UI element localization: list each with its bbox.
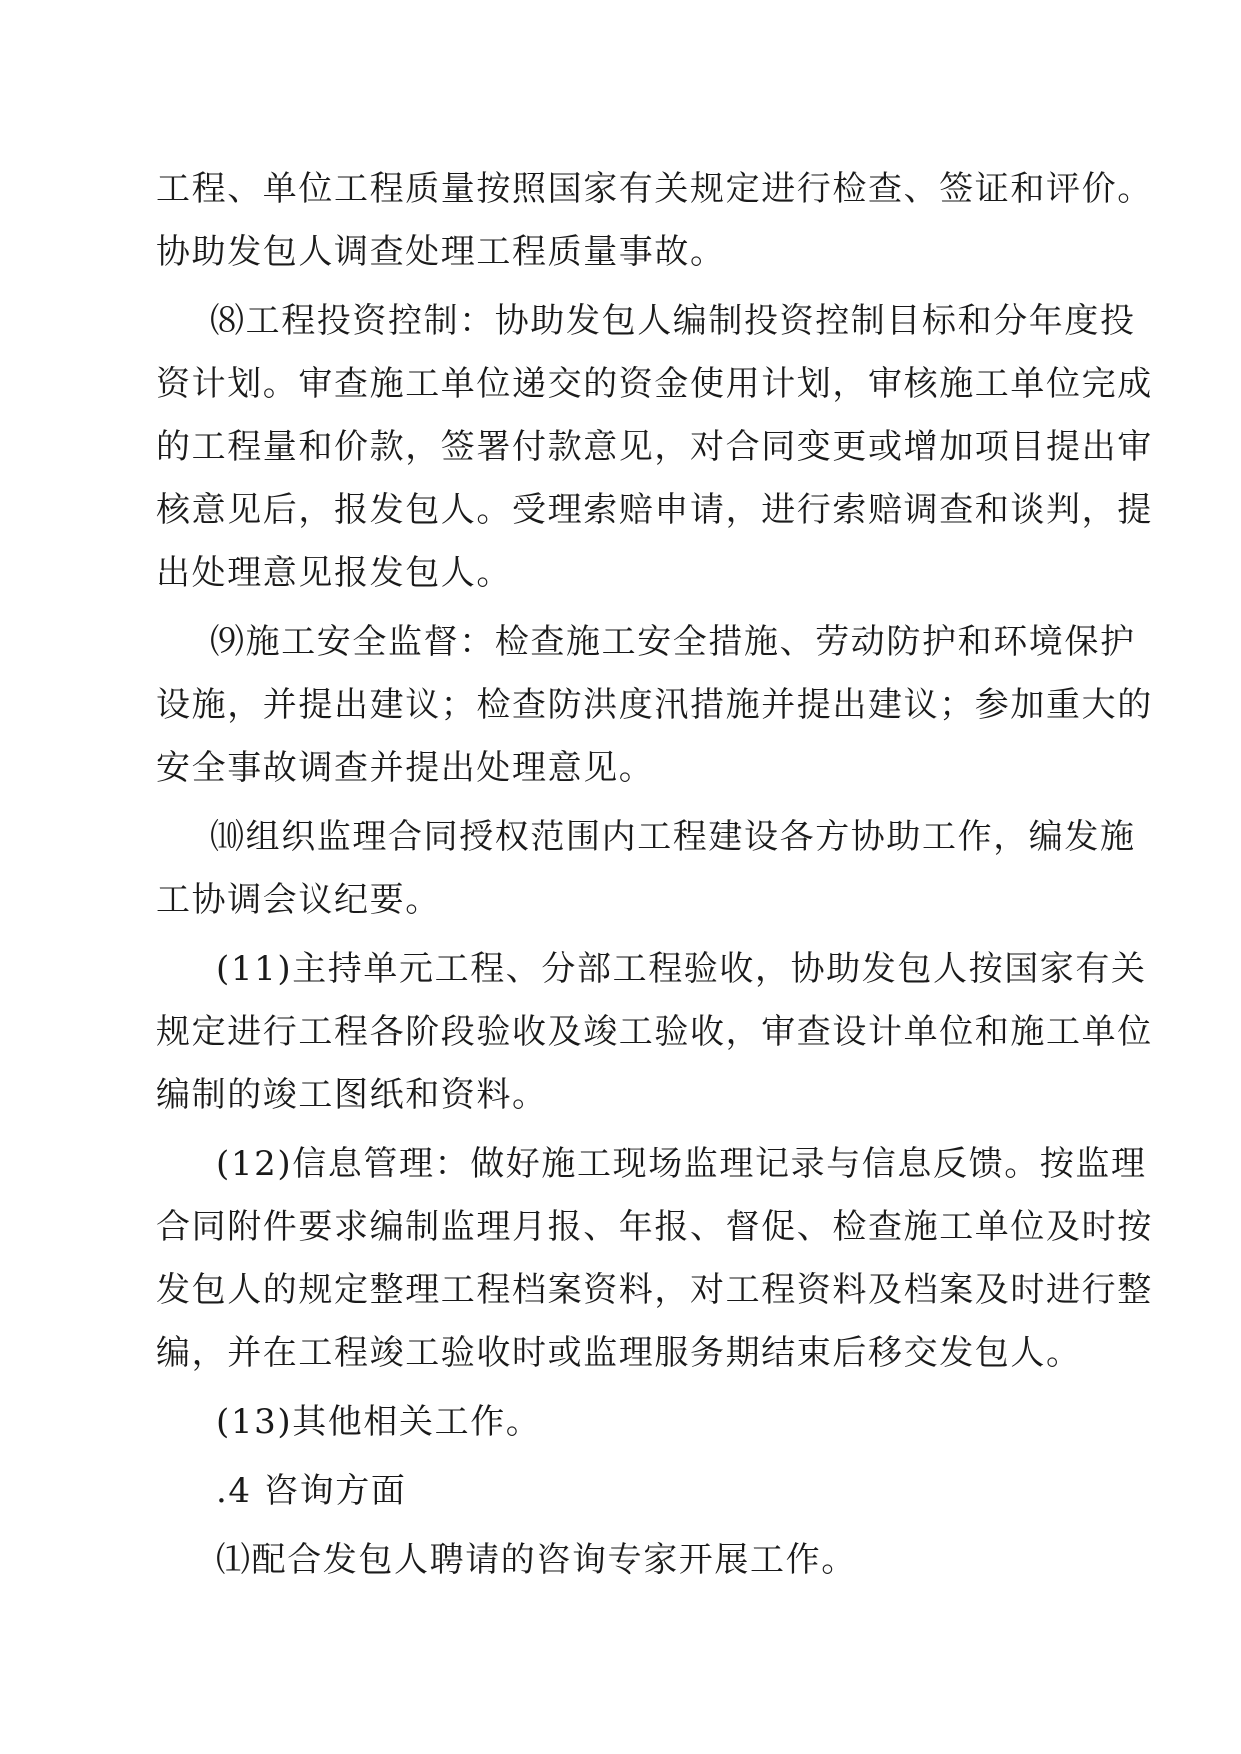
text-line: 合同附件要求编制监理月报、年报、督促、检查施工单位及时按	[156, 1207, 1153, 1247]
paragraph-consulting-item-1	[156, 1529, 1088, 1592]
text-line: 核意见后，报发包人。受理索赔申请，进行索赔调查和谈判，提	[156, 490, 1153, 530]
text-line: ⑼施工安全监督：检查施工安全措施、劳动防护和环境保护	[210, 622, 1136, 662]
paragraph-investment-control	[156, 290, 1153, 605]
text-line: 发包人的规定整理工程档案资料，对工程资料及档案及时进行整	[156, 1270, 1153, 1310]
text-line: 安全事故调查并提出处理意见。	[156, 748, 655, 788]
text-line: 的工程量和价款，签署付款意见，对合同变更或增加项目提出审	[156, 427, 1153, 467]
text-line: 出处理意见报发包人。	[156, 553, 512, 593]
paragraph-acceptance	[156, 938, 1153, 1127]
text-line: .4 咨询方面	[216, 1471, 407, 1511]
paragraph-safety-supervision	[156, 611, 1153, 800]
text-line: 协助发包人调查处理工程质量事故。	[156, 232, 726, 272]
text-line: 工程、单位工程质量按照国家有关规定进行检查、签证和评价。	[156, 169, 1153, 209]
text-line: 设施，并提出建议；检查防洪度汛措施并提出建议；参加重大的	[156, 685, 1153, 725]
paragraph-quality-continuation	[156, 158, 1153, 284]
text-line: 规定进行工程各阶段验收及竣工验收，审查设计单位和施工单位	[156, 1012, 1153, 1052]
paragraph-coordination	[156, 806, 1136, 932]
text-line: ⑽组织监理合同授权范围内工程建设各方协助工作，编发施	[210, 817, 1136, 857]
text-line: (12)信息管理：做好施工现场监理记录与信息反馈。按监理	[216, 1144, 1147, 1184]
text-line: 工协调会议纪要。	[156, 880, 441, 920]
text-line: (13)其他相关工作。	[216, 1402, 542, 1442]
section-heading-consulting	[156, 1460, 1088, 1523]
paragraph-other-work	[156, 1391, 1088, 1454]
text-line: ⑴配合发包人聘请的咨询专家开展工作。	[216, 1540, 857, 1580]
text-line: 编制的竣工图纸和资料。	[156, 1075, 548, 1115]
paragraph-information-management	[156, 1133, 1153, 1385]
text-line: (11)主持单元工程、分部工程验收，协助发包人按国家有关	[216, 949, 1147, 989]
text-line: 资计划。审查施工单位递交的资金使用计划，审核施工单位完成	[156, 364, 1153, 404]
text-line: ⑻工程投资控制：协助发包人编制投资控制目标和分年度投	[210, 301, 1136, 341]
text-line: 编，并在工程竣工验收时或监理服务期结束后移交发包人。	[156, 1333, 1082, 1373]
document-page	[156, 158, 1153, 1592]
